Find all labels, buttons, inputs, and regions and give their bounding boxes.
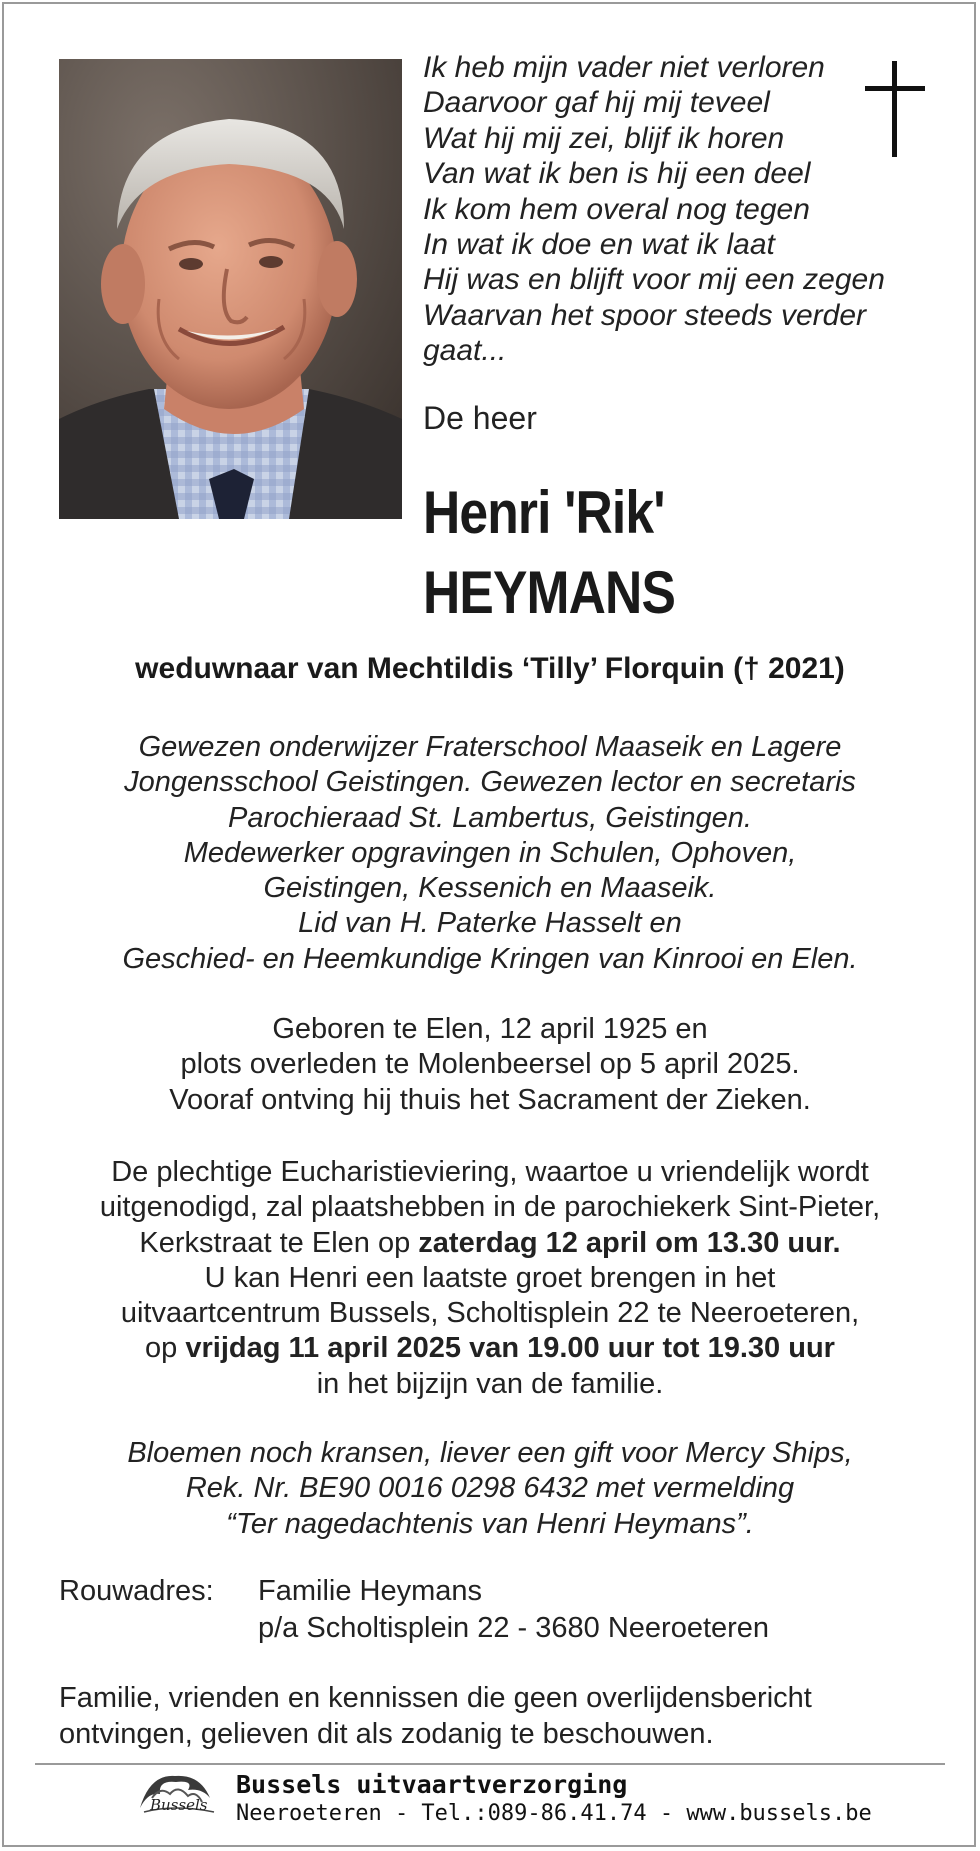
- last-name: HEYMANS: [423, 559, 676, 626]
- bussels-logo: [130, 1768, 220, 1826]
- company-name: Bussels uitvaartverzorging: [236, 1770, 628, 1799]
- flowers-line: “Ter nagedachtenis van Henri Heymans”.: [226, 1507, 754, 1540]
- note-line: ontvingen, gelieven dit als zodanig te beschouwen.: [59, 1718, 714, 1750]
- flowers-line: Bloemen noch kransen, liever een gift voor Mercy Ships,: [127, 1437, 853, 1469]
- ceremony-block: [0, 1155, 980, 1402]
- ceremony-line: in het bijzijn van de familie.: [316, 1367, 664, 1400]
- company-contact: Neeroeteren - Tel.:089-86.41.74 - www.bussels.be: [236, 1801, 872, 1826]
- notice-note: [59, 1680, 812, 1752]
- cross-icon: [865, 59, 925, 159]
- visitation-datetime: vrijdag 11 april 2025 van 19.00 uur tot 19.30 uur: [185, 1332, 835, 1365]
- career-line: Parochieraad St. Lambertus, Geistingen.: [228, 801, 752, 834]
- poem: [423, 50, 893, 369]
- career-line: Jongensschool Geistingen. Gewezen lector en secretaris: [124, 766, 856, 799]
- career-block: [0, 730, 980, 977]
- portrait-photo: [59, 59, 402, 519]
- widow-line: weduwnaar van Mechtildis ‘Tilly’ Florquin († 2021): [135, 652, 845, 685]
- poem-line: In wat ik doe en wat ik laat: [423, 228, 775, 262]
- first-name: Henri 'Rik': [423, 479, 665, 546]
- ceremony-line: De plechtige Eucharistieviering, waartoe u vriendelijk wordt: [111, 1156, 869, 1188]
- poem-line: Van wat ik ben is hij een deel: [423, 157, 811, 191]
- poem-line: Ik heb mijn vader niet verloren: [423, 51, 825, 84]
- ceremony-datetime: zaterdag 12 april om 13.30 uur.: [418, 1226, 841, 1259]
- poem-line: Hij was en blijft voor mij een zegen: [423, 263, 885, 297]
- birth-death-line: plots overleden te Molenbeersel op 5 april 2025.: [180, 1048, 800, 1081]
- poem-line: gaat...: [423, 334, 507, 368]
- deceased-name: [423, 473, 675, 633]
- career-line: Geschied- en Heemkundige Kringen van Kinrooi en Elen.: [122, 942, 858, 975]
- honorific: De heer: [423, 400, 537, 436]
- career-line: Gewezen onderwijzer Fraterschool Maaseik en Lagere: [138, 731, 842, 763]
- birth-death-line: Geboren te Elen, 12 april 1925 en: [272, 1013, 708, 1045]
- ceremony-line: uitvaartcentrum Bussels, Scholtisplein 22 te Neeroeteren,: [120, 1297, 860, 1330]
- footer-divider: [35, 1763, 945, 1765]
- poem-line: Wat hij mij zei, blijf ik horen: [423, 121, 785, 155]
- birth-death-line: Vooraf ontving hij thuis het Sacrament der Zieken.: [169, 1083, 811, 1116]
- address-line: p/a Scholtisplein 22 - 3680 Neeroeteren: [258, 1612, 770, 1644]
- flowers-line: Rek. Nr. BE90 0016 0298 6432 met vermelding: [185, 1472, 795, 1505]
- ceremony-line: [0, 1331, 980, 1366]
- flowers-block: [0, 1436, 980, 1542]
- poem-line: Ik kom hem overal nog tegen: [423, 192, 810, 226]
- poem-line: Waarvan het spoor steeds verder: [423, 298, 867, 332]
- birth-death-block: [0, 1012, 980, 1118]
- ceremony-line: uitgenodigd, zal plaatshebben in de parochiekerk Sint-Pieter,: [99, 1191, 881, 1224]
- career-line: Geistingen, Kessenich en Maaseik.: [263, 872, 717, 905]
- ceremony-line: [0, 1226, 980, 1261]
- logo-text: Bussels: [150, 1796, 208, 1814]
- footer-info: [236, 1770, 872, 1828]
- address-line: Familie Heymans: [258, 1575, 482, 1607]
- note-line: Familie, vrienden en kennissen die geen overlijdensbericht: [59, 1682, 812, 1714]
- visitation-prefix: op: [145, 1332, 186, 1365]
- career-line: Lid van H. Paterke Hasselt en: [298, 907, 682, 940]
- address-label: Rouwadres:: [59, 1575, 214, 1607]
- ceremony-location: Kerkstraat te Elen op: [139, 1226, 419, 1259]
- poem-line: Daarvoor gaf hij mij teveel: [423, 86, 770, 120]
- career-line: Medewerker opgravingen in Schulen, Ophoven,: [183, 836, 797, 869]
- ceremony-line: U kan Henri een laatste groet brengen in het: [204, 1261, 776, 1294]
